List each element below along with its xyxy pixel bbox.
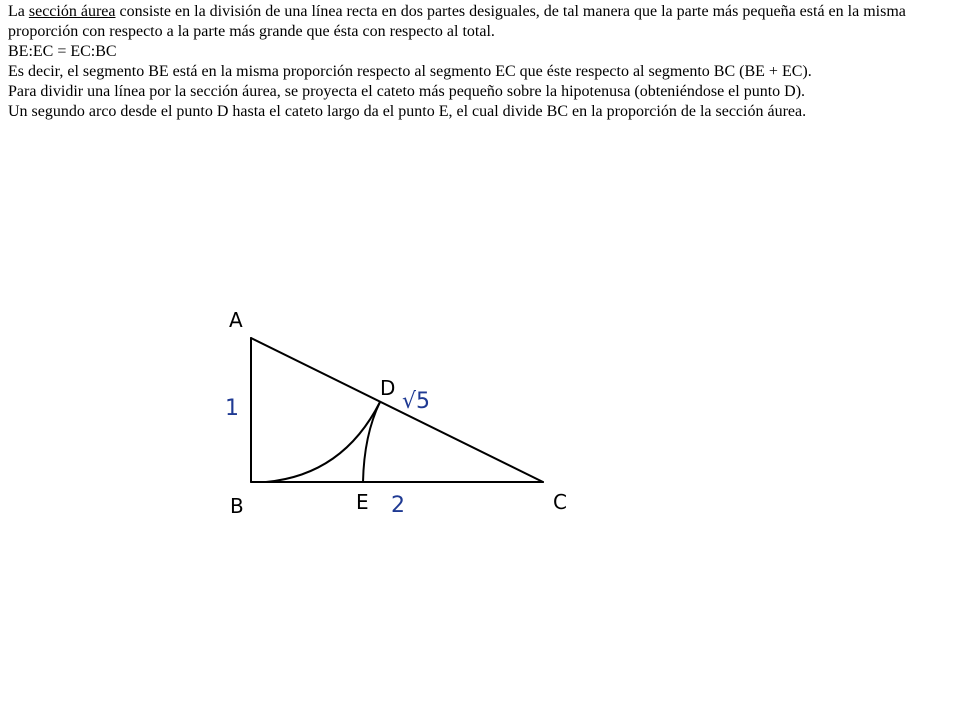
- definition-rest: consiste en la división de una línea recta en dos partes desiguales, de tal manera que la parte más pequeña está en la misma proporción con respecto a la parte más grande que ésta con respecto al total.: [8, 3, 906, 40]
- length-sqrt5: √5: [402, 389, 431, 414]
- length-ab: 1: [225, 396, 239, 421]
- hypotenuse-ac: [251, 338, 543, 482]
- explanation-line: Es decir, el segmento BE está en la misma proporción respecto al segmento EC que éste respecto al segmento BC (BE + EC).: [8, 63, 812, 80]
- label-b: B: [230, 494, 244, 518]
- label-a: A: [229, 308, 243, 332]
- arc-d-to-e: [363, 402, 380, 482]
- label-d: D: [380, 376, 396, 400]
- definition-prefix: La: [8, 3, 29, 20]
- label-e: E: [356, 490, 369, 514]
- triangle-lines: [251, 338, 543, 482]
- construction-step-1: Para dividir una línea por la sección áurea, se proyecta el cateto más pequeño sobre la hipotenusa (obteniéndose el punto D).: [8, 83, 806, 100]
- label-c: C: [553, 490, 567, 514]
- length-ec: 2: [391, 493, 405, 518]
- construction-step-2: Un segundo arco desde el punto D hasta el cateto largo da el punto E, el cual divide BC en la proporción de la sección áurea.: [8, 103, 807, 120]
- golden-section-term: sección áurea: [28, 3, 116, 20]
- proportion-formula: BE:EC = EC:BC: [8, 43, 117, 60]
